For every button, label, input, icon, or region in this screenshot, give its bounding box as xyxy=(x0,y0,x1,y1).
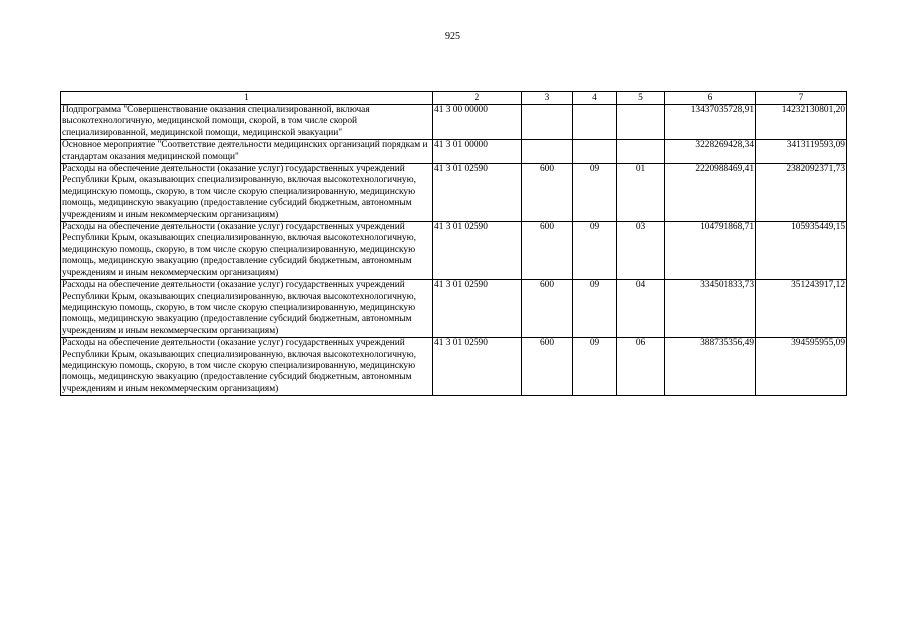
row-amount-year2: 351243917,12 xyxy=(756,280,847,338)
row-pr-code: 06 xyxy=(617,338,665,396)
row-rz-code xyxy=(573,140,617,164)
row-amount-year2: 394595955,09 xyxy=(756,338,847,396)
column-header-rz: 4 xyxy=(573,92,617,105)
row-pr-code: 04 xyxy=(617,280,665,338)
table-row xyxy=(61,222,847,280)
row-amount-year1: 13437035728,91 xyxy=(665,105,756,140)
row-amount-year2: 2382092371,73 xyxy=(756,164,847,222)
row-csr-code: 41 3 01 02590 xyxy=(433,164,522,222)
row-vr-code: 600 xyxy=(522,338,573,396)
row-amount-year1: 334501833,73 xyxy=(665,280,756,338)
table-row xyxy=(61,280,847,338)
row-name: Расходы на обеспечение деятельности (оказание услуг) государственных учреждений Республики Крым, оказывающих специализированную, включая высокотехнологичную, медицинскую помощь, скорую, в том числе скорую специализированную, медицинскую помощь, медицинскую эвакуацию (предоставление субсидий бюджетным, автономным учреждениям и иным некоммерческим организациям) xyxy=(61,280,433,338)
row-csr-code: 41 3 01 02590 xyxy=(433,338,522,396)
column-header-pr: 5 xyxy=(617,92,665,105)
table-row xyxy=(61,140,847,164)
row-csr-code: 41 3 01 02590 xyxy=(433,280,522,338)
row-pr-code xyxy=(617,140,665,164)
row-pr-code: 03 xyxy=(617,222,665,280)
row-csr-code: 41 3 00 00000 xyxy=(433,105,522,140)
budget-table xyxy=(60,91,847,396)
row-amount-year1: 3228269428,34 xyxy=(665,140,756,164)
table-header-row xyxy=(61,92,847,105)
table-row xyxy=(61,164,847,222)
row-vr-code: 600 xyxy=(522,164,573,222)
row-csr-code: 41 3 01 00000 xyxy=(433,140,522,164)
column-header-vr: 3 xyxy=(522,92,573,105)
row-pr-code: 01 xyxy=(617,164,665,222)
row-rz-code xyxy=(573,105,617,140)
row-amount-year2: 3413119593,09 xyxy=(756,140,847,164)
row-amount-year1: 2220988469,41 xyxy=(665,164,756,222)
column-header-name: 1 xyxy=(61,92,433,105)
row-pr-code xyxy=(617,105,665,140)
row-csr-code: 41 3 01 02590 xyxy=(433,222,522,280)
row-vr-code xyxy=(522,140,573,164)
page-number: 925 xyxy=(445,31,460,42)
row-name: Расходы на обеспечение деятельности (оказание услуг) государственных учреждений Республики Крым, оказывающих специализированную, включая высокотехнологичную, медицинскую помощь, скорую, в том числе скорую специализированную, медицинскую помощь, медицинскую эвакуацию (предоставление субсидий бюджетным, автономным учреждениям и иным некоммерческим организациям) xyxy=(61,164,433,222)
row-rz-code: 09 xyxy=(573,164,617,222)
row-vr-code: 600 xyxy=(522,280,573,338)
row-name: Подпрограмма "Совершенствование оказания специализированной, включая высокотехнологичную, медицинской помощи, скорой, в том числе скорой специализированной, медицинской помощи, медицинской эвакуации" xyxy=(61,105,433,140)
row-vr-code xyxy=(522,105,573,140)
table-row xyxy=(61,338,847,396)
row-amount-year1: 388735356,49 xyxy=(665,338,756,396)
row-rz-code: 09 xyxy=(573,338,617,396)
row-vr-code: 600 xyxy=(522,222,573,280)
table-row xyxy=(61,105,847,140)
row-name: Расходы на обеспечение деятельности (оказание услуг) государственных учреждений Республики Крым, оказывающих специализированную, включая высокотехнологичную, медицинскую помощь, скорую, в том числе скорую специализированную, медицинскую помощь, медицинскую эвакуацию (предоставление субсидий бюджетным, автономным учреждениям и иным некоммерческим организациям) xyxy=(61,338,433,396)
row-name: Основное мероприятие "Соответствие деятельности медицинских организаций порядкам и стандартам оказания медицинской помощи" xyxy=(61,140,433,164)
row-rz-code: 09 xyxy=(573,222,617,280)
row-name: Расходы на обеспечение деятельности (оказание услуг) государственных учреждений Республики Крым, оказывающих специализированную, включая высокотехнологичную, медицинскую помощь, скорую, в том числе скорую специализированную, медицинскую помощь, медицинскую эвакуацию (предоставление субсидий бюджетным, автономным учреждениям и иным некоммерческим организациям) xyxy=(61,222,433,280)
row-amount-year2: 14232130801,20 xyxy=(756,105,847,140)
column-header-sum2: 7 xyxy=(756,92,847,105)
row-amount-year2: 105935449,15 xyxy=(756,222,847,280)
column-header-csr: 2 xyxy=(433,92,522,105)
column-header-sum1: 6 xyxy=(665,92,756,105)
row-amount-year1: 104791868,71 xyxy=(665,222,756,280)
row-rz-code: 09 xyxy=(573,280,617,338)
